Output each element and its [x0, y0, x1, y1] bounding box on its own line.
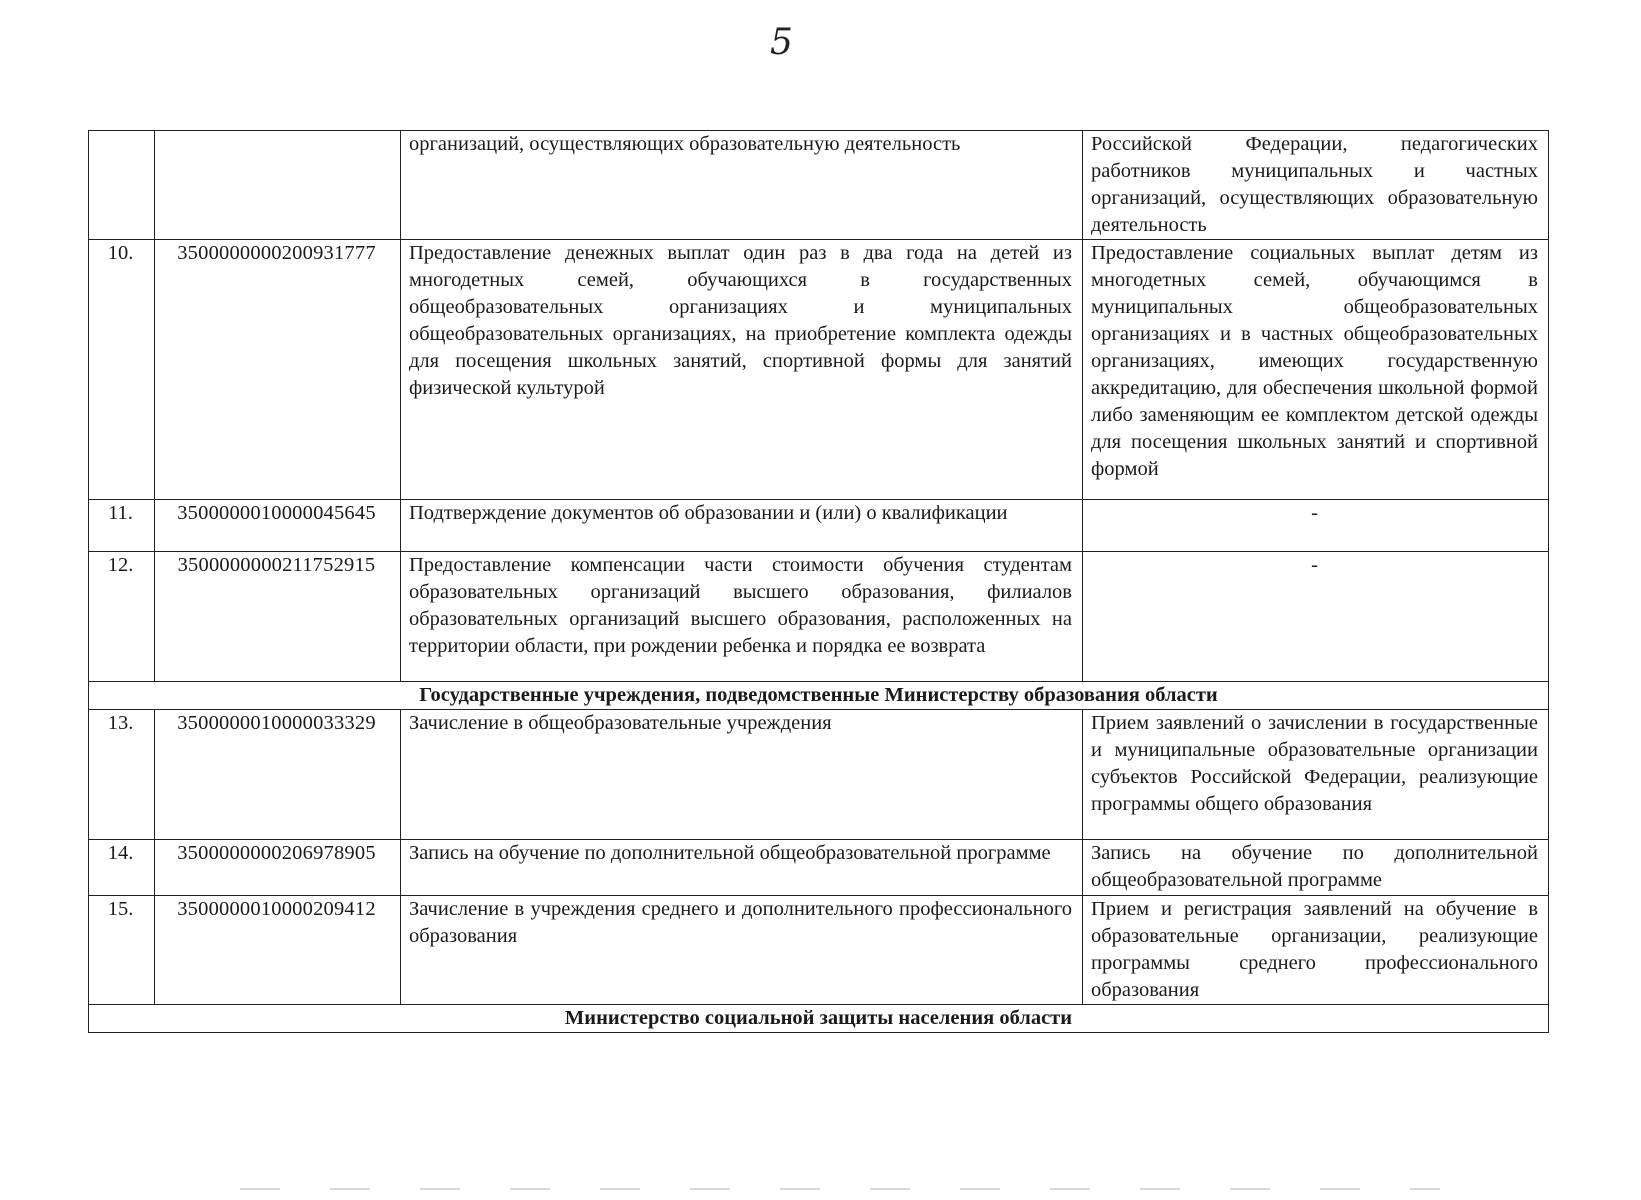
service-description: Запись на обучение по дополнительной общеобразовательной программе	[1083, 840, 1549, 896]
service-name: организаций, осуществляющих образовательную деятельность	[401, 131, 1083, 240]
row-number: 14.	[89, 840, 155, 896]
row-number: 10.	[89, 240, 155, 500]
table-row	[89, 240, 1549, 500]
row-number: 15.	[89, 896, 155, 1005]
service-id: 3500000000200931777	[155, 240, 401, 500]
table-row	[89, 840, 1549, 896]
scan-artifact	[240, 1188, 1440, 1190]
section-title: Министерство социальной защиты населения области	[89, 1005, 1549, 1033]
service-description: -	[1083, 500, 1549, 552]
section-title: Государственные учреждения, подведомственные Министерству образования области	[89, 682, 1549, 710]
table-row	[89, 710, 1549, 840]
service-id: 3500000010000209412	[155, 896, 401, 1005]
service-name: Зачисление в учреждения среднего и дополнительного профессионального образования	[401, 896, 1083, 1005]
service-name: Предоставление денежных выплат один раз в два года на детей из многодетных семей, обучающихся в государственных общеобразовательных организациях и муниципальных общеобразовательных организациях, на приобретение комплекта одежды для посещения школьных занятий, спортивной формы для занятий физической культурой	[401, 240, 1083, 500]
row-number: 11.	[89, 500, 155, 552]
service-id	[155, 131, 401, 240]
table-row	[89, 552, 1549, 682]
service-name: Запись на обучение по дополнительной общеобразовательной программе	[401, 840, 1083, 896]
service-name: Предоставление компенсации части стоимости обучения студентам образовательных организаций высшего образования, филиалов образовательных организаций высшего образования, расположенных на территории области, при рождении ребенка и порядка ее возврата	[401, 552, 1083, 682]
service-id: 3500000000206978905	[155, 840, 401, 896]
row-number: 13.	[89, 710, 155, 840]
service-name: Зачисление в общеобразовательные учреждения	[401, 710, 1083, 840]
service-name: Подтверждение документов об образовании и (или) о квалификации	[401, 500, 1083, 552]
service-description: Прием и регистрация заявлений на обучение в образовательные организации, реализующие программы среднего профессионального образования	[1083, 896, 1549, 1005]
table-row	[89, 500, 1549, 552]
row-number: 12.	[89, 552, 155, 682]
service-description: Российской Федерации, педагогических работников муниципальных и частных организаций, осуществляющих образовательную деятельность	[1083, 131, 1549, 240]
table-row	[89, 131, 1549, 240]
table-row	[89, 896, 1549, 1005]
services-table	[88, 130, 1549, 1033]
row-number	[89, 131, 155, 240]
service-description: Предоставление социальных выплат детям из многодетных семей, обучающимся в муниципальных общеобразовательных организациях и в частных общеобразовательных организациях, имеющих государственную аккредитацию, для обеспечения школьной формой либо заменяющим ее комплектом детской одежды для посещения школьных занятий и спортивной формой	[1083, 240, 1549, 500]
service-id: 3500000000211752915	[155, 552, 401, 682]
service-id: 3500000010000033329	[155, 710, 401, 840]
section-header-row	[89, 1005, 1549, 1033]
service-description: Прием заявлений о зачислении в государственные и муниципальные образовательные организации субъектов Российской Федерации, реализующие программы общего образования	[1083, 710, 1549, 840]
service-id: 3500000010000045645	[155, 500, 401, 552]
service-description: -	[1083, 552, 1549, 682]
page-number: 5	[770, 22, 793, 63]
section-header-row	[89, 682, 1549, 710]
